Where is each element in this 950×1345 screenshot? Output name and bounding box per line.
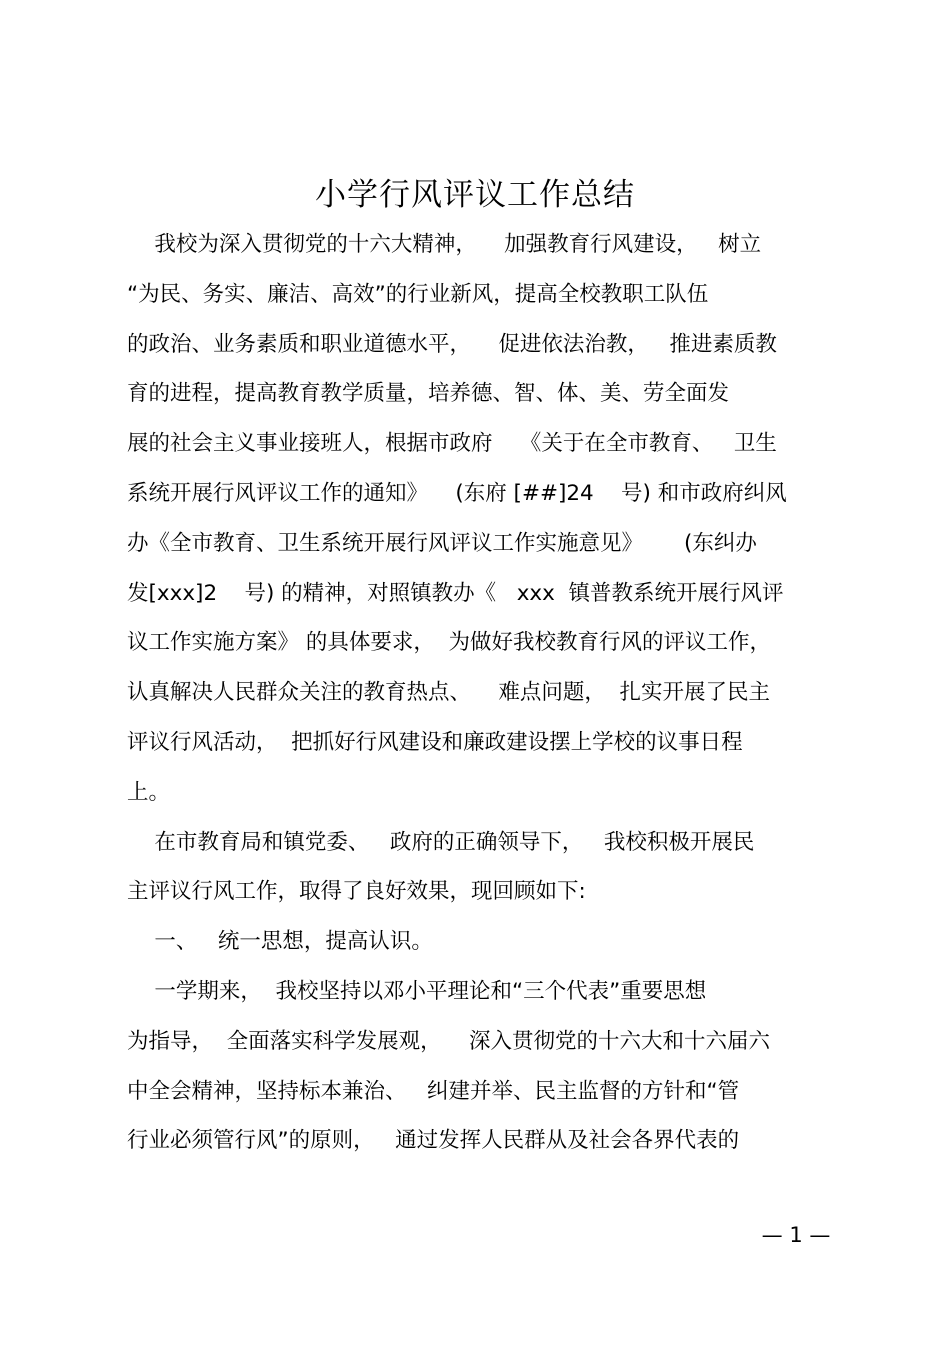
body-line: 议工作实施方案》 的具体要求， 为做好我校教育行风的评议工作，: [127, 630, 772, 655]
body-line: 办《全市教育、卫生系统开展行风评议工作实施意见》 (东纠办: [127, 531, 757, 556]
body-line: 为指导， 全面落实科学发展观， 深入贯彻党的十六大和十六届六: [127, 1029, 771, 1054]
section-heading: 一、 统一思想，提高认识。: [127, 929, 433, 954]
body-line: 主评议行风工作，取得了良好效果，现回顾如下:: [127, 879, 586, 904]
body-line: 中全会精神，坚持标本兼治、 纠建并举、民主监督的方针和“管: [127, 1079, 740, 1104]
body-line: 我校为深入贯彻党的十六大精神， 加强教育行风建设， 树立: [127, 232, 762, 257]
body-line: 上。: [127, 780, 171, 805]
document-title: 小学行风评议工作总结: [315, 177, 635, 213]
body-line: “为民、务实、廉洁、高效”的行业新风，提高全校教职工队伍: [127, 282, 709, 307]
body-line: 的政治、业务素质和职业道德水平， 促进依法治教， 推进素质教: [127, 332, 777, 357]
body-line: 评议行风活动， 把抓好行风建设和廉政建设摆上学校的议事日程: [127, 730, 743, 755]
page-number: — 1 —: [761, 1223, 831, 1247]
body-line: 育的进程，提高教育教学质量，培养德、智、体、美、劳全面发: [127, 381, 730, 406]
body-line: 系统开展行风评议工作的通知》 (东府 [##]24 号) 和市政府纠风: [127, 481, 787, 506]
body-line: 行业必须管行风”的原则， 通过发挥人民群从及社会各界代表的: [127, 1128, 740, 1153]
body-line: 展的社会主义事业接班人，根据市政府 《关于在全市教育、 卫生: [127, 431, 777, 456]
body-line: 一学期来， 我校坚持以邓小平理论和“三个代表”重要思想: [127, 979, 707, 1004]
body-line: 认真解决人民群众关注的教育热点、 难点问题， 扎实开展了民主: [127, 680, 771, 705]
body-line: 在市教育局和镇党委、 政府的正确领导下， 我校积极开展民: [127, 830, 755, 855]
body-line: 发[xxx]2 号) 的精神，对照镇教办《 xxx 镇普教系统开展行风评: [127, 581, 784, 606]
